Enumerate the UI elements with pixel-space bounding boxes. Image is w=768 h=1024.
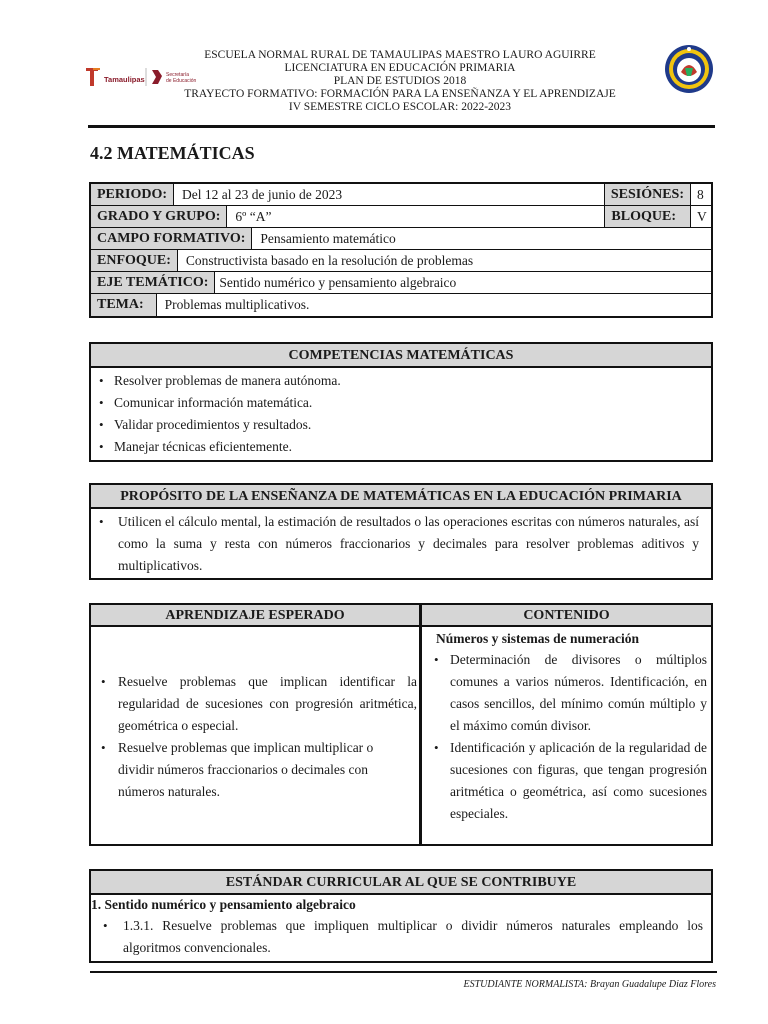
footer-student: ESTUDIANTE NORMALISTA: Brayan Guadalupe Diaz Flores	[463, 979, 716, 990]
eje-value: Sentido numérico y pensamiento algebraico	[219, 274, 457, 290]
school-seal-icon	[664, 44, 714, 94]
svg-text:de Educación: de Educación	[166, 78, 197, 84]
tema-label: TEMA:	[91, 294, 157, 316]
study-plan: PLAN DE ESTUDIOS 2018	[333, 75, 467, 87]
list-item: • Manejar técnicas eficientemente.	[91, 436, 711, 458]
contenido-title: CONTENIDO	[422, 605, 711, 627]
contenido-subtitle: Números y sistemas de numeración	[436, 631, 639, 646]
grado-row	[91, 206, 711, 228]
periodo-row	[91, 184, 711, 206]
aprendizaje-contenido-table	[89, 603, 713, 846]
bloque-value: V	[697, 208, 707, 224]
list-item: • Comunicar información matemática.	[91, 392, 711, 414]
campo-label: CAMPO FORMATIVO:	[91, 228, 252, 249]
tema-row	[91, 294, 711, 316]
svg-text:Secretaría: Secretaría	[166, 72, 190, 78]
estandar-box	[89, 869, 713, 963]
bloque-label: BLOQUE:	[604, 206, 691, 227]
semester-cycle: IV SEMESTRE CICLO ESCOLAR: 2022-2023	[288, 101, 512, 113]
contenido-column	[422, 605, 711, 844]
estandar-subtitle: 1. Sentido numérico y pensamiento algebraico	[91, 897, 356, 912]
list-item: • Utilicen el cálculo mental, la estimación de resultados o las operaciones escritas con números naturales, así como la suma y resta con números fraccionarios y decimales para resolver problemas aditivos y multiplicativos.	[91, 511, 699, 577]
enfoque-row	[91, 250, 711, 272]
tema-value: Problemas multiplicativos.	[164, 297, 310, 312]
list-item: • Identificación y aplicación de la regularidad de sucesiones con figuras, que tengan progresión aritmética o geométrica, así como sucesiones especiales.	[432, 737, 707, 825]
grado-label: GRADO Y GRUPO:	[91, 206, 227, 227]
periodo-label: PERIODO:	[91, 184, 174, 205]
periodo-value: Del 12 al 23 de junio de 2023	[182, 186, 343, 202]
list-item: • Resuelve problemas que implican identificar la regularidad de sucesiones con progresión aritmética, geométrica o especial.	[95, 671, 417, 737]
enfoque-value: Constructivista basado en la resolución de problemas	[185, 252, 474, 268]
header-text	[180, 49, 620, 114]
proposito-box	[89, 483, 713, 580]
header-rule	[88, 125, 715, 128]
degree-name: LICENCIATURA EN EDUCACIÓN PRIMARIA	[284, 62, 516, 74]
info-table	[89, 182, 713, 318]
sesiones-label: SESIÓNES:	[604, 184, 691, 205]
grado-value: 6º “A”	[235, 208, 272, 224]
list-item: • Resuelve problemas que implican multiplicar o dividir números fraccionarios o decimales con números naturales.	[95, 737, 417, 803]
sesiones-value: 8	[697, 186, 704, 202]
section-title: 4.2 MATEMÁTICAS	[90, 143, 255, 163]
eje-row	[91, 272, 711, 294]
proposito-title: PROPÓSITO DE LA ENSEÑANZA DE MATEMÁTICAS EN LA EDUCACIÓN PRIMARIA	[91, 485, 711, 509]
training-path: TRAYECTO FORMATIVO: FORMACIÓN PARA LA ENSEÑANZA Y EL APRENDIZAJE	[184, 88, 616, 100]
competencias-box	[89, 342, 713, 462]
document-header	[0, 44, 768, 120]
estandar-title: ESTÁNDAR CURRICULAR AL QUE SE CONTRIBUYE	[91, 871, 711, 895]
list-item: • 1.3.1. Resuelve problemas que impliquen multiplicar o dividir números naturales empleando los algoritmos convencionales.	[91, 915, 703, 959]
aprendizaje-column	[91, 605, 422, 844]
footer-rule	[90, 971, 717, 973]
list-item: • Resolver problemas de manera autónoma.	[91, 370, 711, 392]
eje-label: EJE TEMÁTICO:	[91, 272, 215, 293]
school-name: ESCUELA NORMAL RURAL DE TAMAULIPAS MAESTRO LAURO AGUIRRE	[204, 49, 596, 61]
aprendizaje-title: APRENDIZAJE ESPERADO	[91, 605, 419, 627]
logo-main-text: Tamaulipas	[104, 75, 145, 84]
list-item: • Determinación de divisores o múltiplos comunes a varios números. Identificación, en casos sencillos, del mínimo común múltiplo y el máximo común divisor.	[432, 649, 707, 737]
list-item: • Validar procedimientos y resultados.	[91, 414, 711, 436]
enfoque-label: ENFOQUE:	[91, 250, 178, 271]
campo-value: Pensamiento matemático	[260, 230, 396, 246]
campo-row	[91, 228, 711, 250]
competencias-title: COMPETENCIAS MATEMÁTICAS	[91, 344, 711, 368]
